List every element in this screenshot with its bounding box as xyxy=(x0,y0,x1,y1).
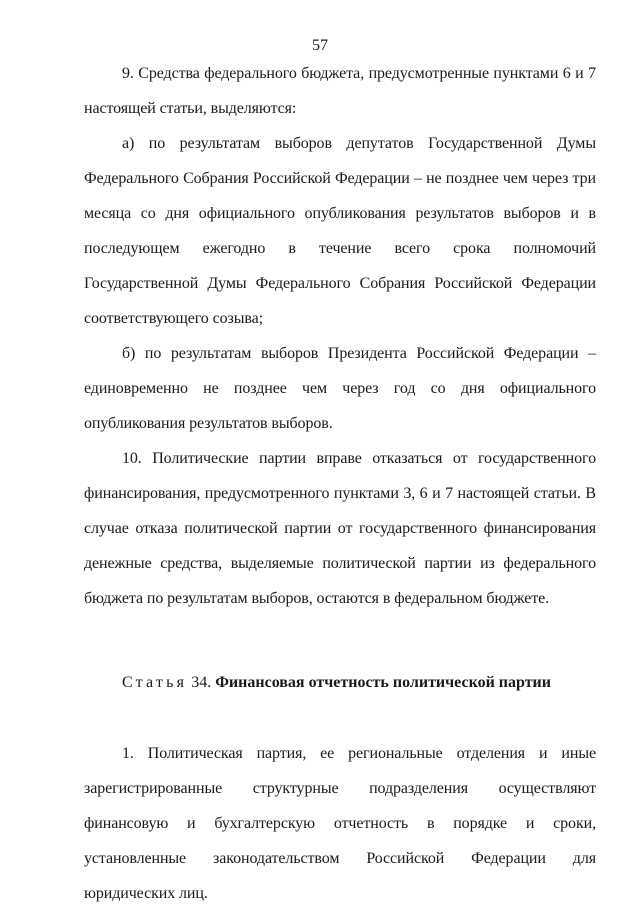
paragraph-10: 10. Политические партии вправе отказаться от государственного финансирования, предусмотренного пунктами 3, 6 и 7 настоящей статьи. В случае отказа политической партии от государственного финансирования денежные средства, выделяемые политической партии из федерального бюджета по результатам выборов, остаются в федеральном бюджете. xyxy=(84,450,596,607)
paragraph-9-a: а) по результатам выборов депутатов Государственной Думы Федерального Собрания Российской Федерации – не позднее чем через три месяца со дня официального опубликования результатов выборов и в последующем ежегодно в течение всего срока полномочий Государственной Думы Федерального Собрания Российской Федерации соответствующего созыва; xyxy=(84,135,596,327)
paragraph-9: 9. Средства федерального бюджета, предусмотренные пунктами 6 и 7 настоящей статьи, выделяются: xyxy=(84,65,596,117)
article-word: Статья xyxy=(122,674,188,691)
article-34-text xyxy=(84,736,596,911)
article-number: 34. xyxy=(191,674,212,691)
paragraph-9-b: б) по результатам выборов Президента Российской Федерации – единовременно не позднее чем через год со дня официального опубликования результатов выборов. xyxy=(84,345,596,432)
article-title: Финансовая отчетность политической партии xyxy=(215,674,551,691)
page-number: 57 xyxy=(312,37,328,54)
article-33-text xyxy=(84,56,596,616)
article-34-paragraph-1: 1. Политическая партия, ее региональные отделения и иные зарегистрированные структурные подразделения осуществляют финансовую и бухгалтерскую отчетность в порядке и сроки, установленные законодательством Российской Федерации для юридических лиц. xyxy=(84,745,596,902)
article-34-heading xyxy=(122,668,551,698)
